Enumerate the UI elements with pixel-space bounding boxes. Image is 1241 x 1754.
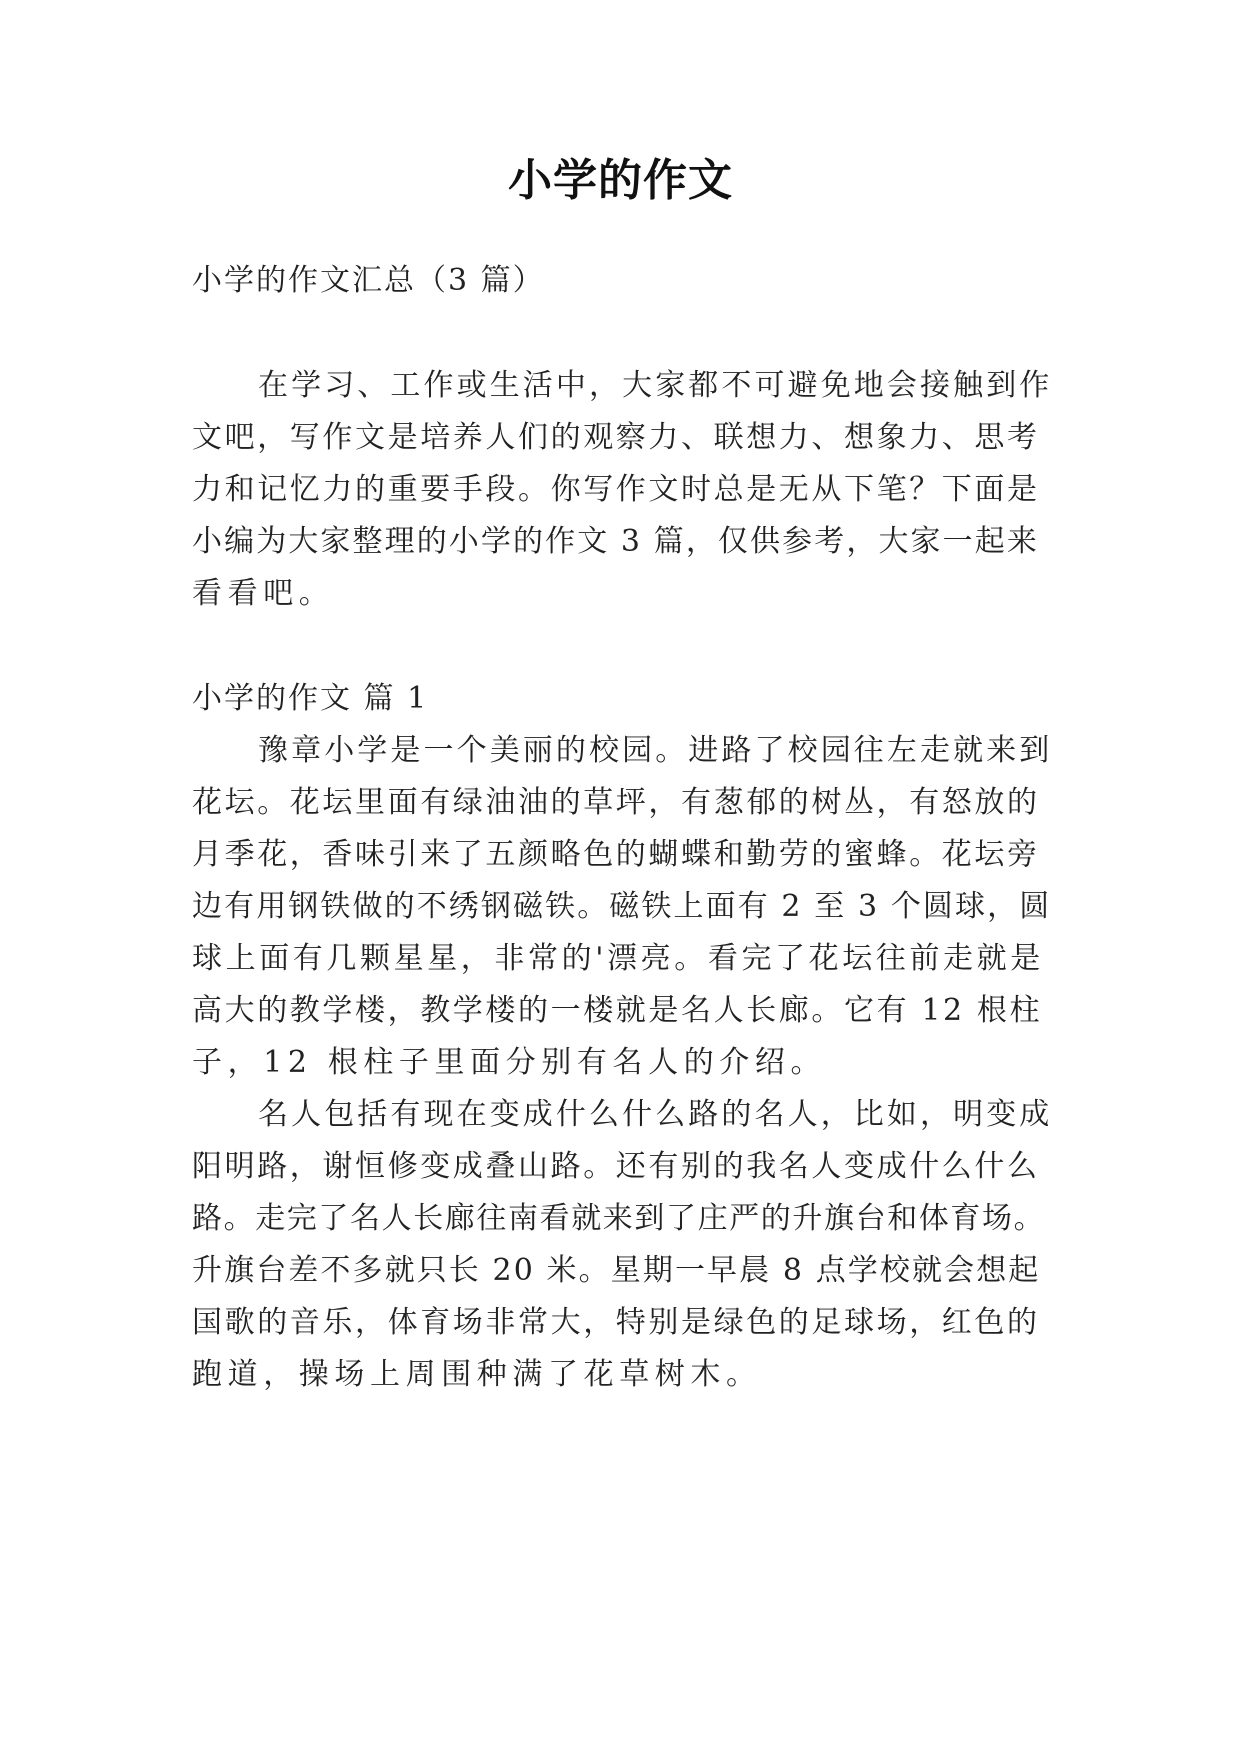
document-subtitle: 小学的作文汇总（3 篇） (192, 263, 545, 298)
paragraph-line: 升旗台差不多就只长 20 米。星期一早晨 8 点学校就会想起 (192, 1253, 1041, 1288)
paragraph-line: 球上面有几颗星星，非常的'漂亮。看完了花坛往前走就是 (192, 941, 1044, 976)
paragraph-line: 跑道，操场上周围种满了花草树木。 (192, 1357, 762, 1392)
intro-line: 看看吧。 (192, 576, 335, 611)
paragraph-line: 子，12 根柱子里面分别有名人的介绍。 (192, 1045, 827, 1080)
paragraph-line: 花坛。花坛里面有绿油油的草坪，有葱郁的树丛，有怒放的 (192, 785, 1040, 820)
intro-line: 小编为大家整理的小学的作文 3 篇，仅供参考，大家一起来 (192, 524, 1039, 559)
paragraph-line: 路。走完了名人长廊往南看就来到了庄严的升旗台和体育场。 (192, 1201, 1046, 1236)
paragraph-line: 阳明路，谢恒修变成叠山路。还有别的我名人变成什么什么 (192, 1149, 1040, 1184)
paragraph-line: 月季花，香味引来了五颜略色的蝴蝶和勤劳的蜜蜂。花坛旁 (192, 837, 1040, 872)
intro-line: 力和记忆力的重要手段。你写作文时总是无从下笔？下面是 (192, 472, 1040, 507)
section-heading: 小学的作文 篇 1 (192, 681, 429, 716)
paragraph-line: 豫章小学是一个美丽的校园。进路了校园往左走就来到 (258, 733, 1053, 768)
intro-line: 在学习、工作或生活中，大家都不可避免地会接触到作 (258, 368, 1053, 403)
paragraph-line: 国歌的音乐，体育场非常大，特别是绿色的足球场，红色的 (192, 1305, 1040, 1340)
paragraph-line: 名人包括有现在变成什么什么路的名人，比如，明变成 (258, 1097, 1053, 1132)
paragraph-line: 高大的教学楼，教学楼的一楼就是名人长廊。它有 12 根柱 (192, 993, 1043, 1028)
paragraph-line: 边有用钢铁做的不绣钢磁铁。磁铁上面有 2 至 3 个圆球，圆 (192, 889, 1052, 924)
document-title: 小学的作文 (508, 155, 733, 206)
intro-line: 文吧，写作文是培养人们的观察力、联想力、想象力、思考 (192, 420, 1040, 455)
